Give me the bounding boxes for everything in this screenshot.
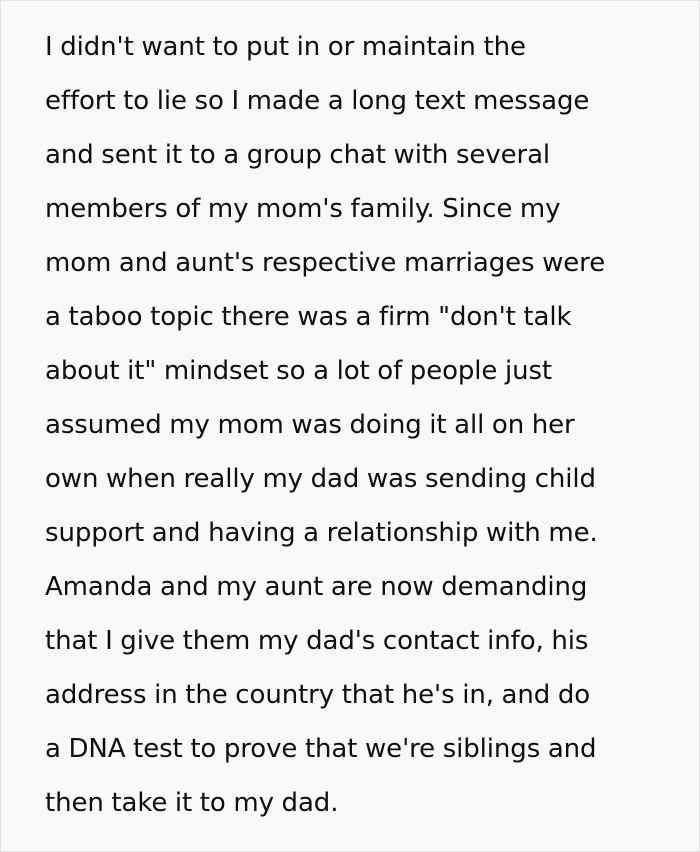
paragraph-line: own when really my dad was sending child xyxy=(45,464,596,494)
paragraph-line: support and having a relationship with me. xyxy=(45,518,598,548)
paragraph-line: I didn't want to put in or maintain the xyxy=(45,32,526,62)
paragraph-line: a DNA test to prove that we're siblings and xyxy=(45,734,597,764)
paragraph-line: mom and aunt's respective marriages were xyxy=(45,248,606,278)
paragraph-line: Amanda and my aunt are now demanding xyxy=(45,572,588,602)
paragraph-line: effort to lie so I made a long text message xyxy=(45,86,590,116)
paragraph-line: then take it to my dad. xyxy=(45,788,339,818)
paragraph-line: address in the country that he's in, and do xyxy=(45,680,591,710)
paragraph-line: members of my mom's family. Since my xyxy=(45,194,561,224)
paragraph-line: about it" mindset so a lot of people just xyxy=(45,356,553,386)
paragraph-line: and sent it to a group chat with several xyxy=(45,140,551,170)
story-paragraph xyxy=(45,20,605,830)
paragraph-line: assumed my mom was doing it all on her xyxy=(45,410,575,440)
paragraph-line: that I give them my dad's contact info, his xyxy=(45,626,589,656)
paragraph-line: a taboo topic there was a firm "don't talk xyxy=(45,302,572,332)
